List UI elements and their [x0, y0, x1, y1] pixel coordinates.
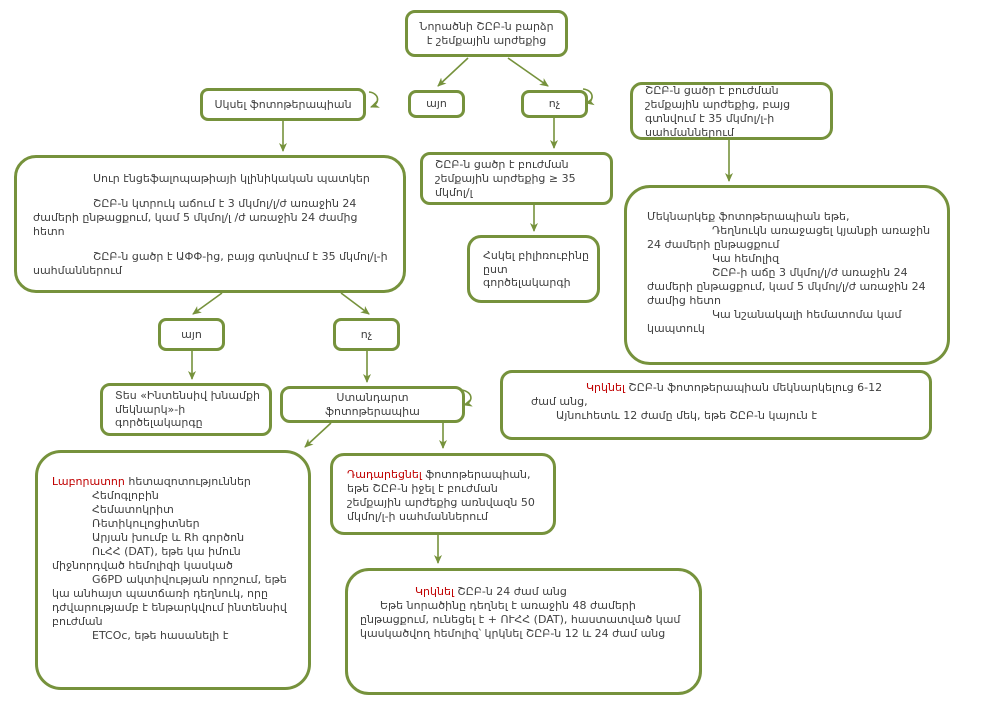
text-segment: Մեկնարկեք ֆոտոթերապիան եթե,	[647, 210, 850, 223]
node-monitor-bilirubin-text	[483, 249, 589, 291]
text-segment: Հեմոգլոբին	[92, 488, 159, 502]
text-segment: Դեղնուկն առաջացել կյանքի առաջին 24 ժամերի ընթացքում	[647, 223, 931, 251]
node-tsb-below-threshold-ge-35	[420, 152, 613, 205]
node-start-phototherapy-if-text	[647, 308, 931, 336]
node-repeat-tsb-6-12h-text	[531, 381, 909, 409]
node-clinical-criteria-text	[33, 250, 389, 278]
node-laboratory-tests-text	[52, 531, 296, 545]
text-segment: Սկսել ֆոտոթերապիան	[214, 97, 352, 111]
node-repeat-tsb-6-12h-text	[531, 409, 909, 423]
node-stop-phototherapy	[330, 453, 556, 535]
highlighted-keyword: Կրկնել	[586, 381, 625, 394]
node-laboratory-tests-text	[52, 545, 296, 573]
text-segment: Ռետիկուլոցիտներ	[92, 516, 200, 530]
text-segment: այո	[181, 327, 202, 341]
text-segment: ՇԸԲ-ի աճը 3 մկմոլ/լ/ժ առաջին 24 ժամերի ընթացքում, կամ 5 մկմոլ/լ/ժ առաջին 24 ժամից հետո	[647, 265, 926, 307]
text-segment: Հսկել բիլիռուբինը ըստ գործելակարգի	[483, 248, 589, 290]
node-repeat-tsb-24h	[345, 568, 702, 695]
text-segment: Արյան խումբ և Rh գործոն	[92, 530, 245, 544]
text-segment: Եթե նորածինը դեղնել է առաջին 48 ժամերի ընթացքում, ունեցել է + ՈՒՀՀ (DAT), հաստատված կամ կասկածվող հեմոլիզ՝ կրկնել ՇԸԲ-ն 12 և 24 ժամ անց	[360, 598, 681, 640]
highlighted-keyword: Դադարեցնել	[347, 468, 422, 481]
text-segment: ՇԸԲ-ն ցածր է բուժման շեմքային արժեքից ≥ 35 մկմոլ/լ	[435, 158, 576, 199]
text-segment: G6PD ակտիվության որոշում, եթե կա անհայտ պատճառի դեղնուկ, որը դժվարությամբ է ենթարկվում ինտենսիվ բուժման	[52, 572, 287, 628]
node-yes-2-text	[165, 328, 218, 342]
node-start-phototherapy-if-text	[647, 210, 931, 224]
node-no-2	[333, 318, 400, 351]
text-segment: հետազոտություններ	[124, 475, 251, 488]
node-no-1	[521, 90, 588, 118]
flow-arrow	[305, 423, 331, 447]
node-tsb-below-threshold-ge-35-text	[435, 158, 600, 200]
node-clinical-criteria	[14, 155, 406, 293]
node-see-intensive-care-protocol-text	[115, 389, 261, 431]
node-monitor-bilirubin	[467, 235, 600, 303]
node-tsb-below-threshold-within-35	[630, 82, 833, 140]
flow-arrow	[193, 293, 222, 314]
node-laboratory-tests	[35, 450, 311, 690]
node-laboratory-tests-text	[52, 629, 296, 643]
node-laboratory-tests-text	[52, 517, 296, 531]
node-yes-2	[158, 318, 225, 351]
node-repeat-tsb-6-12h	[500, 370, 932, 440]
text-segment: Հեմատոկրիտ	[92, 502, 174, 516]
text-segment: ՇԸԲ-ն ֆոտոթերապիան մեկնարկելուց 6-12 ժամ անց,	[531, 381, 883, 408]
node-start-phototherapy	[200, 88, 366, 121]
node-newborn-tsb-above-threshold	[405, 10, 568, 57]
text-segment: ՈւՀՀ (DAT), եթե կա իմուն միջնորդված հեմոլիզի կասկած	[52, 544, 241, 572]
node-yes-1-text	[415, 97, 458, 111]
text-segment: այո	[426, 97, 447, 111]
text-segment: ՇԸԲ-ն կտրուկ աճում է 3 մկմոլ/լ/ժ առաջին 24 ժամերի ընթացքում, կամ 5 մկմոլ/լ /ժ առաջին 24 ժամից հետո	[33, 196, 358, 238]
node-stop-phototherapy-text	[347, 468, 541, 524]
text-segment: Կա հեմոլիզ	[712, 251, 780, 265]
text-segment: Այնուհետև 12 ժամը մեկ, եթե ՇԸԲ-ն կայուն է	[556, 408, 817, 422]
text-segment: ՇԸԲ-ն ցածր է ԱՓՓ-ից, բայց գտնվում է 35 մկմոլ/լ-ի սահմաններում	[33, 249, 388, 277]
text-segment: Կա նշանակալի հեմատոմա կամ կապտուկ	[647, 307, 902, 335]
node-repeat-tsb-24h-text	[360, 585, 685, 599]
text-segment: ՇԸԲ-ն ցածր է բուժման շեմքային արժեքից, բայց գտնվում է 35 մկմոլ/լ-ի սահմաններում	[645, 84, 791, 139]
node-yes-1	[408, 90, 465, 118]
node-no-1-text	[528, 97, 581, 111]
node-tsb-below-threshold-within-35-text	[645, 84, 820, 140]
text-segment: Տես «Ինտենսիվ խնամքի մեկնարկ»-ի գործելակարգը	[115, 388, 260, 430]
flow-arrow	[341, 293, 369, 314]
text-segment: Նորածնի ՇԸԲ-ն բարձր է շեմքային արժեքից	[419, 19, 554, 47]
node-start-phototherapy-text	[209, 98, 357, 112]
text-segment: ոչ	[548, 97, 561, 111]
flow-arrow-hook	[369, 92, 378, 107]
text-segment: ՇԸԲ-ն 24 ժամ անց	[453, 585, 567, 598]
text-segment: ոչ	[360, 327, 373, 341]
text-segment: ֆոտոթերապիան, եթե ՇԸԲ-ն իջել է բուժման շեմքային արժեքից առնվազն 50 մկմոլ/լ-ի սահմաններում	[347, 468, 535, 523]
node-start-phototherapy-if-text	[647, 266, 931, 308]
text-segment: Ստանդարտ ֆոտոթերապիա	[325, 390, 420, 418]
node-laboratory-tests-text	[52, 475, 296, 489]
node-clinical-criteria-text	[33, 172, 389, 186]
node-laboratory-tests-text	[52, 489, 296, 503]
highlighted-keyword: Կրկնել	[415, 585, 454, 598]
flow-arrow	[508, 58, 548, 86]
text-segment: ETCOc, եթե հասանելի է	[92, 628, 229, 642]
node-clinical-criteria-text	[33, 197, 389, 239]
node-start-phototherapy-if	[624, 185, 950, 365]
node-start-phototherapy-if-text	[647, 252, 931, 266]
highlighted-keyword: Լաբորատոր	[52, 475, 125, 488]
node-laboratory-tests-text	[52, 573, 296, 629]
node-standard-phototherapy	[280, 386, 465, 423]
flow-arrow	[438, 58, 468, 86]
text-segment: Սուր էնցեֆալոպաթիայի կլինիկական պատկեր	[93, 172, 370, 185]
node-standard-phototherapy-text	[289, 391, 456, 419]
node-start-phototherapy-if-text	[647, 224, 931, 252]
node-see-intensive-care-protocol	[100, 383, 272, 436]
node-laboratory-tests-text	[52, 503, 296, 517]
node-repeat-tsb-24h-text	[360, 599, 685, 641]
node-no-2-text	[340, 328, 393, 342]
node-newborn-tsb-above-threshold-text	[416, 20, 557, 48]
